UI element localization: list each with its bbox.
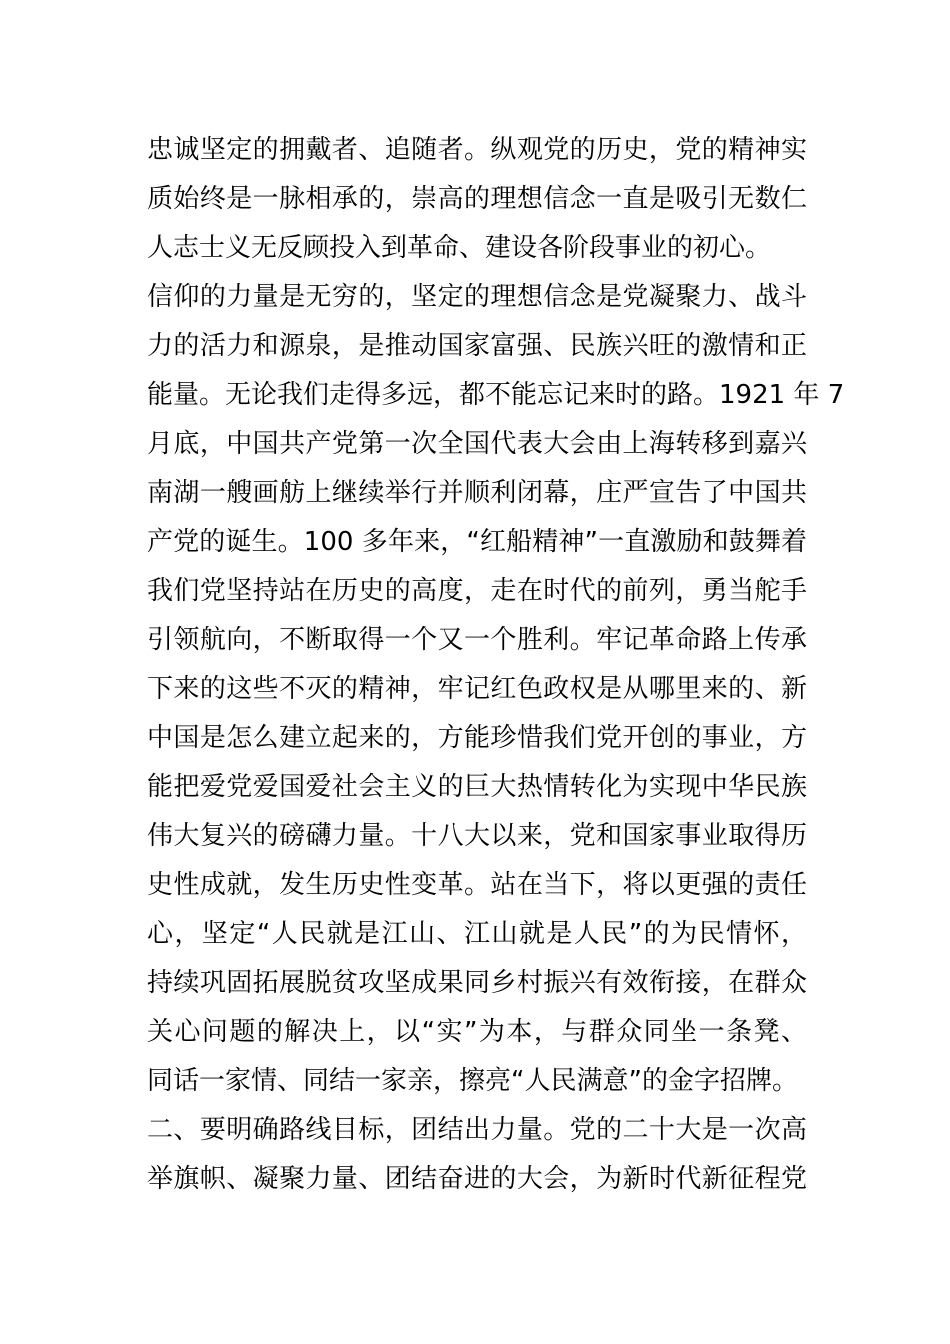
text-line: 关心问题的解决上，以“实”为本，与群众同坐一条凳、 xyxy=(147,1017,807,1047)
text-line: 同话一家情、同结一家亲，擦亮“人民满意”的金字招牌。 xyxy=(147,1066,798,1096)
body-text xyxy=(147,126,845,1204)
text-line: 我们党坚持站在历史的高度，走在时代的前列，勇当舵手 xyxy=(147,576,807,606)
text-line: 月底，中国共产党第一次全国代表大会由上海转移到嘉兴 xyxy=(147,429,807,459)
text-line: 力的活力和源泉，是推动国家富强、民族兴旺的激情和正 xyxy=(147,331,807,361)
text-line: 能量。无论我们走得多远，都不能忘记来时的路。1921 年 7 xyxy=(147,380,845,410)
text-line: 引领航向，不断取得一个又一个胜利。牢记革命路上传承 xyxy=(147,625,807,655)
text-line: 二、要明确路线目标，团结出力量。党的二十大是一次高 xyxy=(147,1115,807,1145)
text-line: 信仰的力量是无穷的，坚定的理想信念是党凝聚力、战斗 xyxy=(147,282,807,312)
text-line: 质始终是一脉相承的，崇高的理想信念一直是吸引无数仁 xyxy=(147,184,807,214)
text-line: 忠诚坚定的拥戴者、追随者。纵观党的历史，党的精神实 xyxy=(147,135,807,165)
text-line: 下来的这些不灭的精神，牢记红色政权是从哪里来的、新 xyxy=(147,674,807,704)
text-line: 举旗帜、凝聚力量、团结奋进的大会，为新时代新征程党 xyxy=(147,1164,807,1194)
text-line: 持续巩固拓展脱贫攻坚成果同乡村振兴有效衔接，在群众 xyxy=(147,968,807,998)
text-line: 人志士义无反顾投入到革命、建设各阶段事业的初心。 xyxy=(147,233,772,263)
text-line: 伟大复兴的磅礴力量。十八大以来，党和国家事业取得历 xyxy=(147,821,807,851)
text-line: 史性成就，发生历史性变革。站在当下，将以更强的责任 xyxy=(147,870,807,900)
text-line: 心，坚定“人民就是江山、江山就是人民”的为民情怀， xyxy=(147,919,807,949)
text-line: 中国是怎么建立起来的，方能珍惜我们党开创的事业，方 xyxy=(147,723,807,753)
text-line: 南湖一艘画舫上继续举行并顺利闭幕，庄严宣告了中国共 xyxy=(147,478,807,508)
text-line: 产党的诞生。100 多年来，“红船精神”一直激励和鼓舞着 xyxy=(147,527,807,557)
text-line: 能把爱党爱国爱社会主义的巨大热情转化为实现中华民族 xyxy=(147,772,807,802)
